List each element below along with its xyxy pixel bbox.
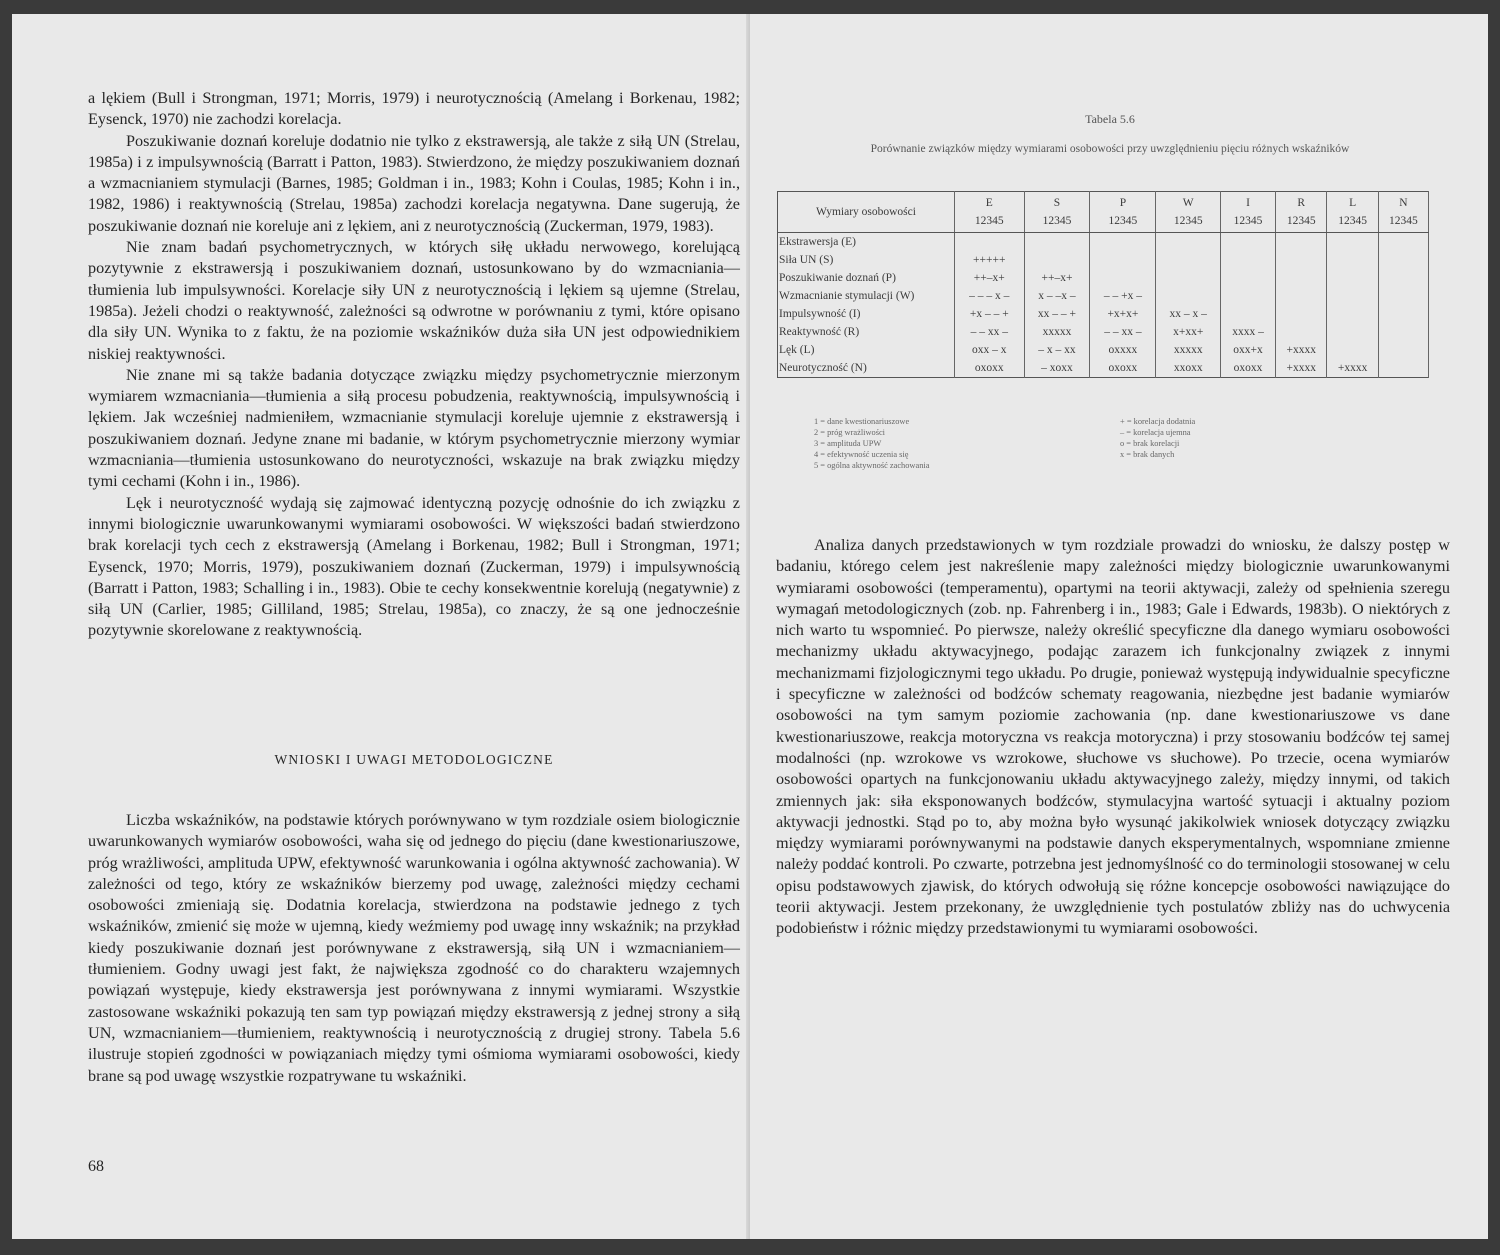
cell — [1276, 233, 1327, 252]
cell — [1024, 251, 1090, 269]
cell: – x – xx — [1024, 341, 1090, 359]
row-label: Ekstrawersja (E) — [778, 233, 955, 252]
cell — [1327, 341, 1378, 359]
row-label: Reaktywność (R) — [778, 323, 955, 341]
col-sub: 12345 — [1338, 215, 1367, 227]
cell: oxx+x — [1221, 341, 1276, 359]
table-row — [778, 287, 1429, 305]
cell — [1156, 233, 1221, 252]
cell — [955, 233, 1025, 252]
col-sub: 12345 — [1108, 215, 1138, 227]
cell: – – +x – — [1090, 287, 1156, 305]
paragraph: Liczba wskaźników, na podstawie których porównywano w tym rozdziale osiem biologicznie uwarunkowanych wymiarów osobowości, waha się od jednego do pięciu (dane kwestionariuszowe, próg wrażliwości, amplituda UPW, efektywność warunkowania i ogólna aktywność zachowania). W zależności od tego, który ze wskaźników bierzemy pod uwagę, zależności między cechami osobowości zmieniają się. Dodatnia korelacja, stwierdzona na podstawie jednego z tych wskaźników, zmienić się może w ujemną, kiedy weźmiemy pod uwagę inny wskaźnik; na przykład kiedy poszukiwanie doznań jest porównywane z ekstrawersją, siłą UN i wzmacnianiem—tłumieniem. Godny uwagi jest fakt, że największa zgodność co do charakteru wzajemnych powiązań występuje, kiedy ekstrawersja jest porównywana z innymi wymiarami. Wszystkie zastosowane wskaźniki pokazują ten sam typ powiązań między ekstrawersją z jednej strony a siłą UN, wzmacnianiem—tłumieniem, reaktywnością i neurotycznością z drugiej strony. Tabela 5.6 ilustruje stopień zgodności w powiązaniach między tymi ośmioma wymiarami osobowości, kiedy brane są pod uwagę wszystkie rozpatrywane tu wskaźniki. — [88, 811, 740, 1085]
left-text-block-1 — [88, 88, 740, 642]
legend-item: + = korelacja dodatnia — [1120, 417, 1196, 426]
col-letter: L — [1349, 197, 1357, 209]
cell: xxoxx — [1156, 359, 1221, 378]
row-label: Neurotyczność (N) — [778, 359, 955, 378]
left-page — [12, 14, 750, 1239]
header-col — [1327, 192, 1378, 233]
header-col — [1378, 192, 1428, 233]
cell — [1156, 251, 1221, 269]
cell — [1327, 269, 1378, 287]
header-col — [1090, 192, 1156, 233]
cell: oxoxx — [1221, 359, 1276, 378]
col-letter: I — [1246, 197, 1250, 209]
correlation-table — [777, 191, 1429, 378]
cell: xx – x – — [1156, 305, 1221, 323]
table-title: Tabela 5.6 — [1085, 112, 1135, 126]
row-label: Impulsywność (I) — [778, 305, 955, 323]
table-row — [778, 251, 1429, 269]
legend-item: o = brak korelacji — [1120, 439, 1180, 448]
table-row — [778, 269, 1429, 287]
cell — [1221, 233, 1276, 252]
cell: +xxxx — [1327, 359, 1378, 378]
cell — [1156, 269, 1221, 287]
cell — [1090, 233, 1156, 252]
cell — [1090, 269, 1156, 287]
table-row — [778, 323, 1429, 341]
cell — [1276, 323, 1327, 341]
paragraph: Lęk i neurotyczność wydają się zajmować identyczną pozycję odnośnie do ich związku z innymi biologicznie uwarunkowanymi wymiarami osobowości. W większości badań stwierdzono brak korelacji tych cech z ekstrawersją (Amelang i Borkenau, 1982; Bull i Strongman, 1971; Eysenck, 1970; Morris, 1979), poszukiwaniem doznań (Zuckerman, 1979) i impulsywnością (Barratt i Patton, 1983; Schalling i in., 1983). Obie te cechy konsekwentnie korelują (negatywnie) z siłą UN (Carlier, 1985; Gilliland, 1985; Strelau, 1985a), co znaczy, że są one jednocześnie pozytywnie skorelowane z reaktywnością. — [88, 493, 740, 640]
table-legend-indicators — [814, 416, 929, 471]
cell: – – xx – — [1090, 323, 1156, 341]
table-caption: Porównanie związków między wymiarami osobowości przy uwzględnieniu pięciu różnych wskaźników — [870, 143, 1350, 155]
paragraph: a lękiem (Bull i Strongman, 1971; Morris, 1979) i neurotycznością (Amelang i Borkenau, 1982; Eysenck, 1970) nie zachodzi korelacja. — [88, 89, 740, 129]
cell: xxxxx — [1024, 323, 1090, 341]
cell — [1276, 251, 1327, 269]
right-text-block — [776, 535, 1450, 940]
col-sub: 12345 — [1233, 215, 1263, 227]
cell: – xoxx — [1024, 359, 1090, 378]
header-col — [955, 192, 1025, 233]
cell: xx – – + — [1024, 305, 1090, 323]
col-letter: R — [1297, 197, 1306, 209]
legend-item: 2 = próg wrażliwości — [814, 428, 886, 437]
cell — [1327, 251, 1378, 269]
header-dimensions: Wymiary osobowości — [778, 192, 955, 233]
cell: x+xx+ — [1156, 323, 1221, 341]
cell — [1276, 269, 1327, 287]
paragraph: Poszukiwanie doznań koreluje dodatnio nie tylko z ekstrawersją, ale także z siłą UN (Strelau, 1985a) i z impulsywnością (Barratt i Patton, 1983). Stwierdzono, że między poszukiwaniem doznań a wzmacnianiem stymulacji (Barnes, 1985; Goldman i in., 1983; Kohn i Coulas, 1985; Kohn i in., 1982, 1986) i reaktywnością (Strelau, 1985a) zachodzi korelacja negatywna. Dane sugerują, że poszukiwanie doznań nie koreluje ani z lękiem, ani z neurotycznością (Zuckerman, 1979, 1983). — [88, 131, 740, 235]
table-header-row — [778, 192, 1429, 233]
cell: – – – x – — [955, 287, 1025, 305]
legend-item: – = korelacja ujemna — [1120, 428, 1191, 437]
cell — [1378, 323, 1428, 341]
header-col — [1024, 192, 1090, 233]
col-letter: P — [1119, 197, 1127, 209]
cell: +x – – + — [955, 305, 1025, 323]
cell — [1327, 287, 1378, 305]
cell — [1090, 251, 1156, 269]
cell: ++–x+ — [1024, 269, 1090, 287]
table-row — [778, 305, 1429, 323]
cell — [1221, 305, 1276, 323]
legend-item: 1 = dane kwestionariuszowe — [814, 417, 910, 426]
cell — [1024, 233, 1090, 252]
cell: oxoxx — [1090, 359, 1156, 378]
paragraph: Nie znam badań psychometrycznych, w których siłę układu nerwowego, korelującą pozytywnie z ekstrawersją i poszukiwaniem doznań, ustosunkowano by do wzmacniania—tłumienia lub impulsywności. Korelacje siły UN z neurotycznością i lękiem są ujemne (Strelau, 1985a). Jeżeli chodzi o reaktywność, zależności są odwrotne w porównaniu z tymi, które opisano dla siły UN. Wynika to z faktu, że na poziomie wskaźników duża siła UN jest odpowiednikiem niskiej reaktywności. — [88, 238, 740, 363]
cell — [1327, 305, 1378, 323]
header-col — [1221, 192, 1276, 233]
cell — [1378, 251, 1428, 269]
cell: xxxx – — [1221, 323, 1276, 341]
table-legend-symbols — [1120, 416, 1195, 460]
cell: oxoxx — [955, 359, 1025, 378]
cell — [1156, 287, 1221, 305]
cell — [1378, 341, 1428, 359]
paragraph: Analiza danych przedstawionych w tym rozdziale prowadzi do wniosku, że dalszy postęp w badaniu, którego celem jest nakreślenie mapy zależności między biologicznie uwarunkowanymi wymiarami osobowości (temperamentu), opartymi na teorii aktywacji, zależy od spełnienia szeregu wymagań metodologicznych (zob. np. Fahrenberg i in., 1983; Gale i Edwards, 1983b). O niektórych z nich warto tu wspomnieć. Po pierwsze, należy określić specyficzne dla danego wymiaru osobowości mechanizmy układu aktywacyjnego, podając zarazem ich funkcjonalny związek z innymi mechanizmami fizjologicznymi tego układu. Po drugie, ponieważ występują indywidualnie specyficzne i specyficzne w zależności od bodźców schematy reagowania, niezbędne jest badanie wymiarów osobowości na tym samym poziomie zachowania (np. dane kwestionariuszowe vs dane kwestionariuszowe, reakcja motoryczna vs reakcja motoryczna) i przy stosowaniu bodźców tej samej modalności (np. wzrokowe vs wzrokowe, słuchowe vs słuchowe). Po trzecie, ocena wymiarów osobowości opartych na funkcjonowaniu układu aktywacyjnego zależy, między innymi, od takich zmiennych jak: siła eksponowanych bodźców, stymulacyjna wartość sytuacji i aktualny poziom aktywacji jednostki. Stąd po to, aby można było wysunąć jakikolwiek wniosek dotyczący związku między wymiarami porównywanymi na podstawie danych eksperymentalnych, wspomniane zmienne należy poddać kontroli. Po czwarte, potrzebna jest jednomyślność co do terminologii stosowanej w celu opisu podstawowych zjawisk, do których odwołują się różne koncepcje osobowości nawiązujące do teorii aktywacji. Jestem przekonany, że uwzględnienie tych postulatów zbliży nas do uchwycenia podobieństw i różnic między przedstawionymi tu wymiarami osobowości. — [776, 536, 1450, 938]
cell: x – –x – — [1024, 287, 1090, 305]
col-letter: E — [985, 197, 993, 209]
cell — [1221, 251, 1276, 269]
right-page — [750, 14, 1488, 1239]
col-letter: W — [1182, 197, 1194, 209]
cell: +xxxx — [1276, 341, 1327, 359]
legend-item: 5 = ogólna aktywność zachowania — [814, 461, 930, 470]
cell — [1221, 269, 1276, 287]
section-heading: WNIOSKI I UWAGI METODOLOGICZNE — [274, 752, 554, 767]
col-letter: S — [1053, 197, 1061, 209]
cell — [1221, 287, 1276, 305]
cell: xxxxx — [1156, 341, 1221, 359]
col-sub: 12345 — [1286, 215, 1316, 227]
cell — [1276, 287, 1327, 305]
cell: oxx – x — [955, 341, 1025, 359]
legend-item: 4 = efektywność uczenia się — [814, 450, 909, 459]
cell — [1378, 269, 1428, 287]
col-sub: 12345 — [1173, 215, 1203, 227]
cell — [1378, 233, 1428, 252]
cell: ++–x+ — [955, 269, 1025, 287]
header-col — [1276, 192, 1327, 233]
left-text-block-2 — [88, 810, 740, 1087]
cell: – – xx – — [955, 323, 1025, 341]
cell: +xxxx — [1276, 359, 1327, 378]
col-sub: 12345 — [1042, 215, 1072, 227]
legend-item: x = brak danych — [1120, 450, 1175, 459]
row-label: Siła UN (S) — [778, 251, 955, 269]
cell — [1327, 323, 1378, 341]
legend-item: 3 = amplituda UPW — [814, 439, 882, 448]
row-label: Lęk (L) — [778, 341, 955, 359]
row-label: Wzmacnianie stymulacji (W) — [778, 287, 955, 305]
col-sub: 12345 — [974, 215, 1004, 227]
cell — [1378, 359, 1428, 378]
cell — [1378, 287, 1428, 305]
header-col — [1156, 192, 1221, 233]
paragraph: Nie znane mi są także badania dotyczące związku między psychometrycznie mierzonym wymiarem wzmacniania—tłumienia a siłą procesu pobudzenia, reaktywnością, impulsywnością i lękiem. Jak wcześniej nadmieniłem, wzmacnianie stymulacji koreluje ujemnie z ekstrawersją i poszukiwaniem doznań. Jedyne znane mi badanie, w którym psychometrycznie mierzony wymiar wzmacniania—tłumienia ustosunkowano do neurotyczności, wskazuje na brak związku między tymi cechami (Kohn i in., 1986). — [88, 365, 740, 491]
cell: oxxxx — [1090, 341, 1156, 359]
cell — [1327, 233, 1378, 252]
cell — [1276, 305, 1327, 323]
cell — [1378, 305, 1428, 323]
table-row — [778, 233, 1429, 252]
page-number: 68 — [88, 1158, 104, 1175]
cell: +++++ — [955, 251, 1025, 269]
col-sub: 12345 — [1389, 215, 1418, 227]
table-row — [778, 359, 1429, 378]
cell: +x+x+ — [1090, 305, 1156, 323]
row-label: Poszukiwanie doznań (P) — [778, 269, 955, 287]
col-letter: N — [1399, 197, 1408, 209]
table-row — [778, 341, 1429, 359]
